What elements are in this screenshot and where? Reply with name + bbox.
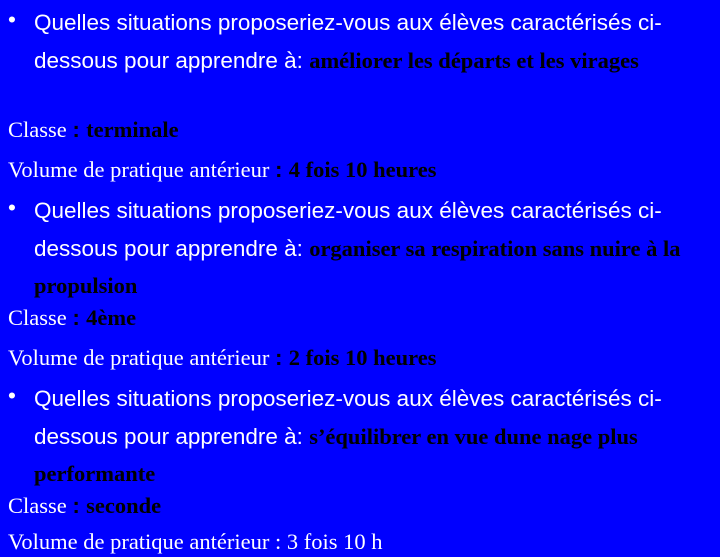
volume-partial-text: Volume de pratique antérieur : 3 fois 10 h [8,529,383,554]
volume-value: 2 fois 10 heures [288,345,437,370]
volume-label: Volume de pratique antérieur [8,157,275,182]
bullet-prompt: Quelles situations proposeriez-vous aux élèves caractérisés ci-dessous pour apprendre à: [34,198,662,261]
classe-value: seconde [86,493,162,518]
classe-label: Classe [8,117,73,142]
classe-line-3 [8,490,714,521]
classe-label: Classe [8,305,73,330]
bullet-highlight: s’équilibrer en vue dune nage plus performante [34,423,638,486]
classe-value: terminale [86,117,179,142]
colon: : [275,345,283,370]
colon: : [72,305,80,330]
volume-line-1 [8,154,714,185]
colon: : [72,493,80,518]
bullet-highlight: organiser sa respiration sans nuire à la propulsion [34,235,681,298]
volume-label: Volume de pratique antérieur [8,345,275,370]
bullet-icon: • [8,195,16,220]
classe-line-2 [8,302,714,333]
volume-line-3-partial [8,526,714,557]
bullet-icon: • [8,383,16,408]
colon: : [275,157,283,182]
volume-line-2 [8,342,714,373]
classe-value: 4ème [86,305,137,330]
bullet-prompt: Quelles situations proposeriez-vous aux élèves caractérisés ci-dessous pour apprendre à: [34,10,662,73]
classe-label: Classe [8,493,73,518]
volume-value: 4 fois 10 heures [288,157,437,182]
bullet-highlight: améliorer les départs et les virages [309,47,639,73]
bullet-icon: • [8,7,16,32]
classe-line-1 [8,114,714,145]
bullet-text-3 [34,380,714,493]
bullet-prompt: Quelles situations proposeriez-vous aux élèves caractérisés ci-dessous pour apprendre à: [34,386,662,449]
bullet-text-2 [34,192,714,305]
bullet-text-1 [34,4,714,79]
colon: : [72,117,80,142]
